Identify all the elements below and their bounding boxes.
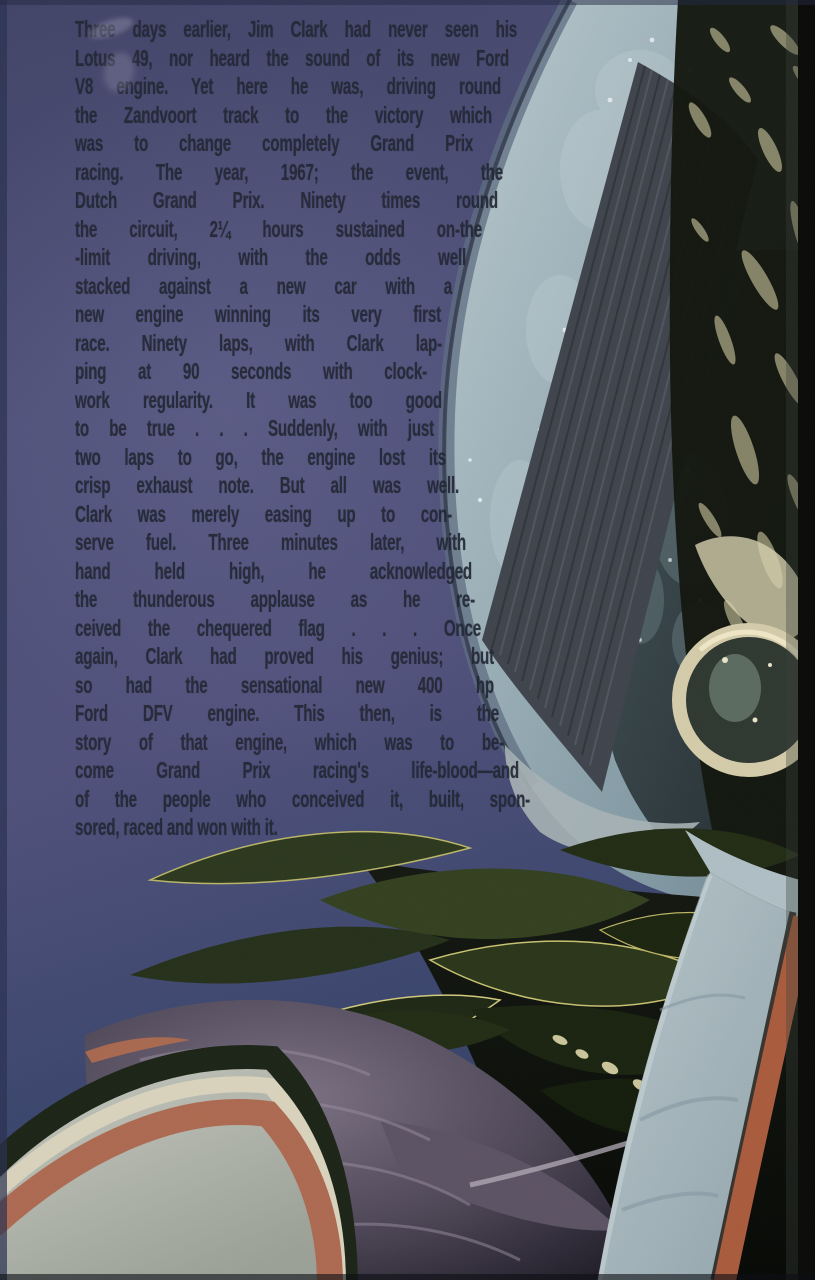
text-line: again, Clark had proved his genius; but [75, 643, 494, 669]
text-line: the Zandvoort track to the victory which [75, 101, 492, 128]
text-line: serve fuel. Three minutes later, with [75, 529, 466, 555]
text-line: ping at 90 seconds with clock- [75, 358, 427, 384]
text-line: stacked against a new car with a [75, 272, 452, 299]
text-line: come Grand Prix racing's life-blood—and [75, 757, 519, 783]
text-line: Three days earlier, Jim Clark had never seen his [75, 16, 517, 42]
text-line: to be true . . . Suddenly, with just [75, 415, 434, 441]
text-line: Ford DFV engine. This then, is the [75, 700, 499, 726]
text-line: race. Ninety laps, with Clark lap- [75, 329, 442, 356]
text-line: new engine winning its very first [75, 301, 441, 327]
text-line: Dutch Grand Prix. Ninety times round [75, 187, 498, 213]
text-line: Lotus 49, nor heard the sound of its new Ford [75, 44, 509, 71]
text-line: the thunderous applause as he re- [75, 586, 475, 612]
back-cover-text [75, 15, 635, 842]
text-line: Clark was merely easing up to con- [75, 500, 452, 527]
text-line: hand held high, he acknowledged [75, 557, 472, 584]
text-line: two laps to go, the engine lost its [75, 443, 446, 470]
text-line: the circuit, 2¼ hours sustained on-the [75, 215, 482, 242]
text-line: work regularity. It was too good [75, 386, 442, 413]
text-line: V8 engine. Yet here he was, driving round [75, 73, 501, 99]
text-line: of the people who conceived it, built, spon- [75, 785, 530, 812]
text-line: ceived the chequered flag . . . Once [75, 614, 481, 641]
text-line: so had the sensational new 400 hp [75, 671, 494, 698]
text-line: sored, raced and won with it. [75, 814, 278, 840]
text-line: story of that engine, which was to be- [75, 728, 505, 755]
text-line: crisp exhaust note. But all was well. [75, 472, 459, 498]
text-line: -limit driving, with the odds well [75, 244, 466, 270]
text-line: was to change completely Grand Prix [75, 130, 473, 156]
text-line: racing. The year, 1967; the event, the [75, 158, 503, 185]
